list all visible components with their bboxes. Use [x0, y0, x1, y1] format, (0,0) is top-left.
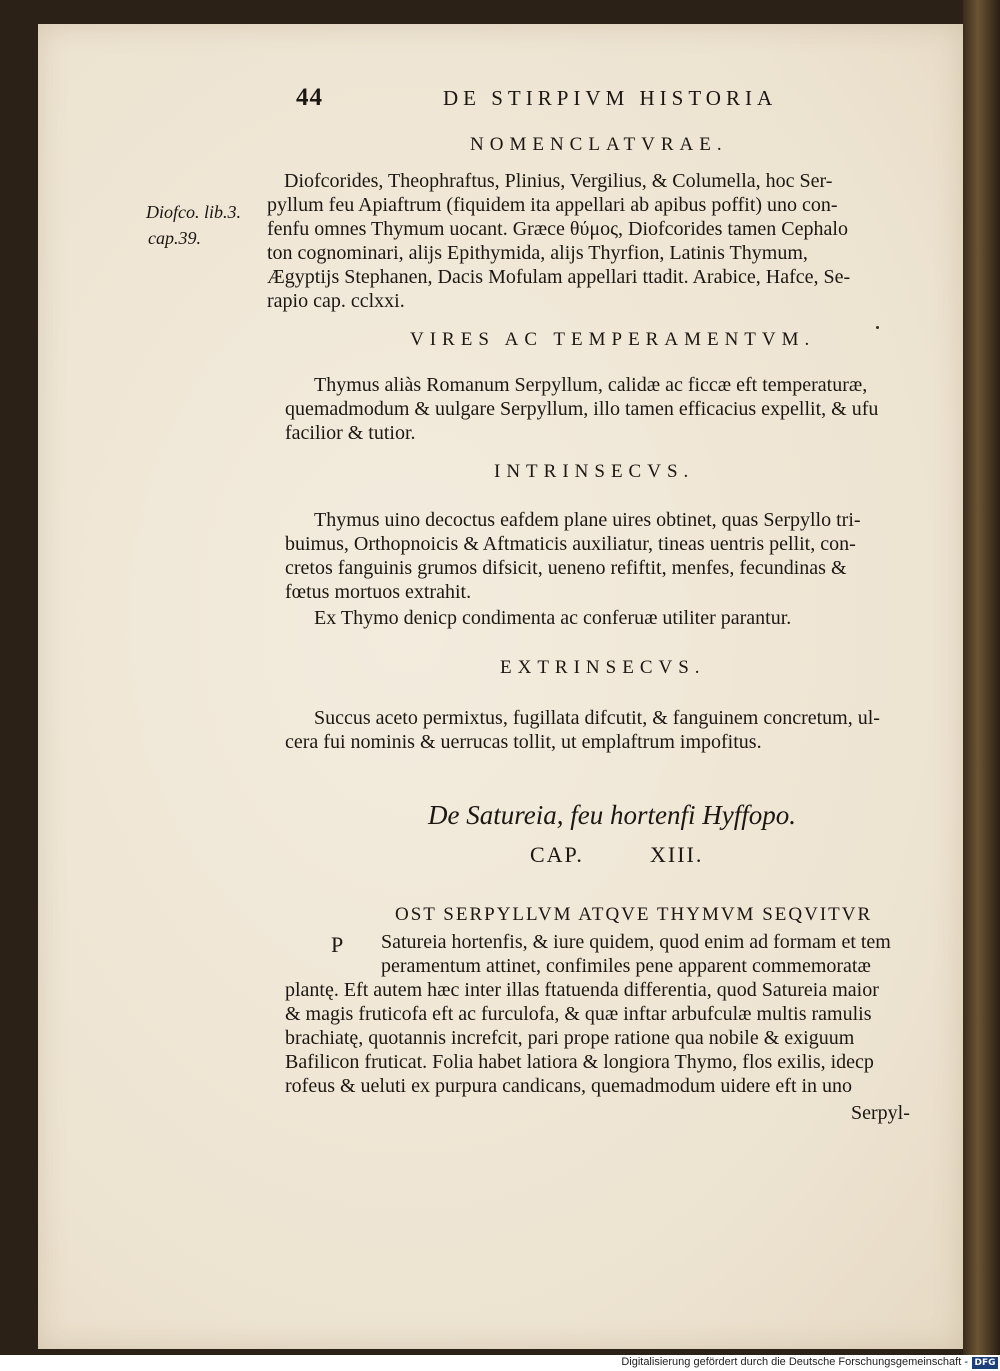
chapter-opening-capitals: OST SERPYLLVM ATQVE THYMVM SEQVITVR — [395, 904, 873, 925]
intrinsecus-line: Thymus uino decoctus eafdem plane uires obtinet, quas Serpyllo tri- — [314, 509, 861, 531]
intrinsecus-line: Ex Thymo denicp condimenta ac conferuæ utiliter parantur. — [314, 607, 792, 629]
drop-capital: P — [331, 932, 344, 957]
nomenclaturae-line: ton cognominari, alijs Epithymida, alijs Thyrfion, Latinis Thymum, — [267, 242, 808, 264]
extrinsecus-line: Succus aceto permixtus, fugillata difcutit, & fanguinem concretum, ul- — [314, 707, 880, 729]
chapter-line: plantę. Eft autem hæc inter illas ftatuenda differentia, quod Satureia maior — [285, 979, 879, 1001]
nomenclaturae-line: rapio cap. cclxxi. — [267, 290, 405, 312]
nomenclaturae-line: Diofcorides, Theophraftus, Plinius, Vergilius, & Columella, hoc Ser- — [284, 170, 833, 192]
chapter-line: & magis fruticofa eft ac furculofa, & quæ inftar arbufculæ multis ramulis — [285, 1003, 872, 1025]
catchword: Serpyl- — [851, 1102, 910, 1124]
chapter-line: Satureia hortenfis, & iure quidem, quod enim ad formam et tem — [381, 931, 891, 953]
extrinsecus-line: cera fui nominis & uerrucas tollit, ut emplaftrum impofitus. — [285, 731, 762, 753]
heading-extrinsecus: EXTRINSECVS. — [500, 657, 706, 678]
page-number: 44 — [296, 84, 323, 111]
heading-intrinsecus: INTRINSECVS. — [494, 461, 695, 482]
digitization-footer — [0, 1355, 1000, 1371]
heading-vires: VIRES AC TEMPERAMENTVM. — [410, 329, 816, 350]
vires-line: quemadmodum & uulgare Serpyllum, illo tamen efficacius expellit, & ufu — [285, 398, 879, 420]
vires-line: facilior & tutior. — [285, 422, 416, 444]
intrinsecus-line: buimus, Orthopnoicis & Aftmaticis auxiliatur, tineas uentris pellit, con- — [285, 533, 856, 555]
book-page — [38, 24, 963, 1349]
running-head-title: DE STIRPIVM HISTORIA — [443, 86, 778, 110]
nomenclaturae-line: pyllum feu Apiaftrum (fiquidem ita appellari ab apibus poffit) uno con- — [267, 194, 838, 216]
heading-nomenclaturae: NOMENCLATVRAE. — [470, 134, 728, 155]
funding-notice: Digitalisierung gefördert durch die Deutsche Forschungsgemeinschaft - — [621, 1356, 968, 1368]
chapter-line: peramentum attinet, confimiles pene apparent commemoratæ — [381, 955, 871, 977]
margin-note-line-1: Diofco. lib.3. — [146, 202, 241, 222]
ink-speck — [876, 326, 879, 329]
chapter-line: brachiatę, quotannis increfcit, pari prope ratione qua nobile & exiguum — [285, 1027, 855, 1049]
chapter-title: De Satureia, feu hortenfi Hyffopo. — [428, 800, 796, 830]
chapter-cap-number: XIII. — [650, 842, 704, 867]
dfg-logo: DFG — [972, 1357, 998, 1369]
chapter-cap-label: CAP. — [530, 842, 584, 867]
nomenclaturae-line: fenfu omnes Thymum uocant. Græce θύμος, Diofcorides tamen Cephalo — [267, 218, 848, 240]
chapter-line: Bafilicon fruticat. Folia habet latiora & longiora Thymo, flos exilis, idecp — [285, 1051, 874, 1073]
intrinsecus-line: fœtus mortuos extrahit. — [285, 581, 472, 603]
vires-line: Thymus aliàs Romanum Serpyllum, calidæ ac ficcæ eft temperaturæ, — [314, 374, 868, 396]
intrinsecus-line: cretos fanguinis grumos difsicit, ueneno refiftit, menfes, fecundinas & — [285, 557, 847, 579]
chapter-line: rofeus & ueluti ex purpura candicans, quemadmodum uidere eft in uno — [285, 1075, 853, 1097]
book-binding — [963, 0, 1000, 1355]
nomenclaturae-line: Ægyptijs Stephanen, Dacis Mofulam appellari ttadit. Arabice, Hafce, Se- — [267, 266, 851, 288]
margin-note-line-2: cap.39. — [148, 228, 201, 248]
